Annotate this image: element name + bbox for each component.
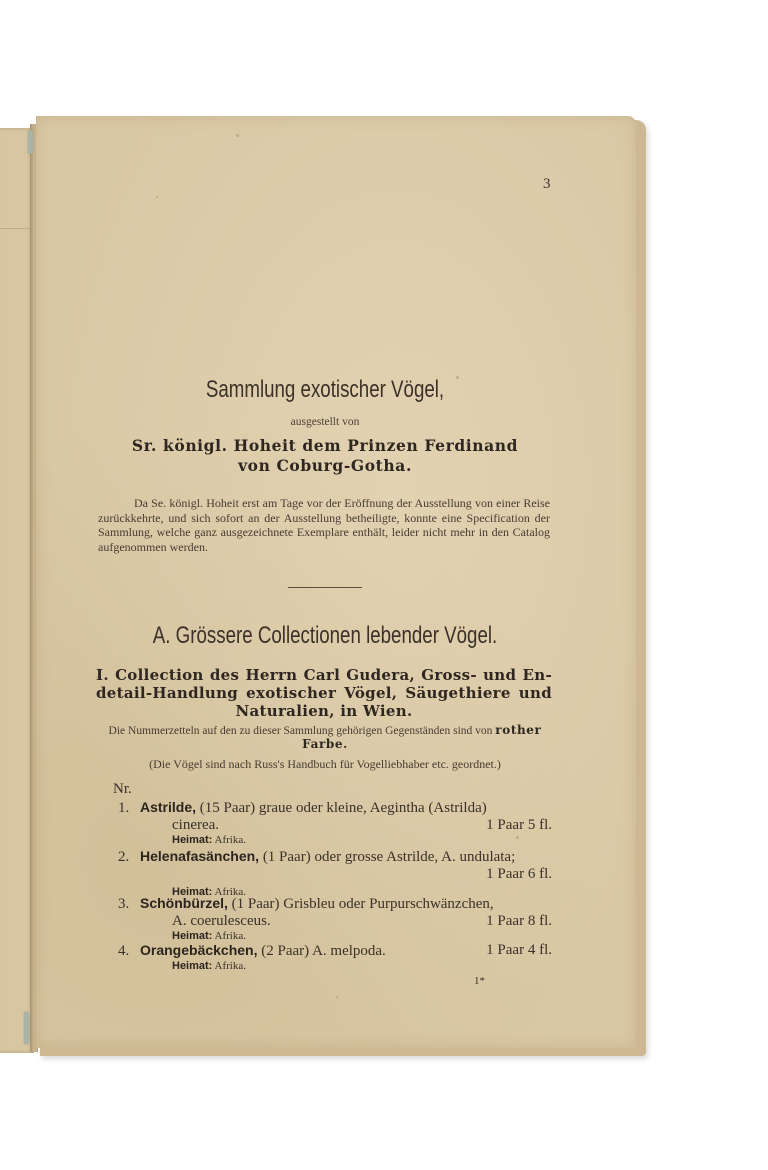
entry-description: (1 Paar) oder grosse Astrilde, A. undulata; xyxy=(262,849,516,865)
entry-number: 2. xyxy=(118,849,130,865)
heimat-label: Heimat: xyxy=(172,930,213,942)
entry-name: Schönbürzel, xyxy=(140,895,228,911)
section-divider xyxy=(288,587,362,588)
staple xyxy=(24,1012,29,1044)
entry-number: 4. xyxy=(118,943,130,959)
intro-paragraph xyxy=(98,496,550,554)
list-item xyxy=(118,848,552,899)
entry-price: 1 Paar 4 fl. xyxy=(486,942,552,958)
label-color-note xyxy=(90,724,560,752)
heimat-label: Heimat: xyxy=(172,960,213,972)
list-item xyxy=(118,942,552,973)
left-page-edge xyxy=(0,128,34,1053)
entry-price: 1 Paar 6 fl. xyxy=(486,866,552,882)
entry-price: 1 Paar 5 fl. xyxy=(486,817,552,833)
label-note-text: Die Nummerzetteln auf den zu dieser Sammlung gehörigen Gegenständen sind von xyxy=(108,725,493,737)
entry-description-cont: cinerea. xyxy=(172,817,220,833)
list-item xyxy=(118,799,552,847)
staple xyxy=(28,130,33,154)
entry-description: (15 Paar) graue oder kleine, Aegintha (Astrilda) xyxy=(199,800,487,816)
heimat-value: Afrika. xyxy=(214,834,246,846)
page-number: 3 xyxy=(543,176,551,192)
entry-description: (2 Paar) A. melpoda. xyxy=(261,943,386,959)
entry-number: 3. xyxy=(118,896,130,912)
collection-title: Sammlung exotischer Vögel, xyxy=(205,376,445,403)
ordering-note: (Die Vögel sind nach Russ's Handbuch für Vogelliebhaber etc. geordnet.) xyxy=(149,757,501,771)
entry-description: (1 Paar) Grisbleu oder Purpurschwänzchen, xyxy=(231,896,494,912)
heimat-label: Heimat: xyxy=(172,834,213,846)
heimat-label: Heimat: xyxy=(172,886,213,898)
exhibitor-line-2: von Coburg-Gotha. xyxy=(238,456,412,475)
label-note-emphasis: rother Farbe. xyxy=(302,723,542,751)
section-heading: A. Grössere Collectionen lebender Vögel. xyxy=(152,622,498,649)
heimat-value: Afrika. xyxy=(214,886,246,898)
entry-description-cont: A. coerulesceus. xyxy=(172,913,271,929)
list-item xyxy=(118,895,552,943)
exhibitor-line-1: Sr. königl. Hoheit dem Prinzen Ferdinand xyxy=(131,436,519,455)
intro-text: Da Se. königl. Hoheit erst am Tage vor der Eröffnung der Ausstellung von einer Reise zurückkehrte, und sich sofort an der Ausstellung betheiligte, konnte eine Specification der Sammlung, welche ganz ausgezeichnete Exemplare enthält, leider nicht mehr in den Catalog aufgenommen werden. xyxy=(98,496,550,554)
signature-mark: 1* xyxy=(474,975,485,987)
exhibitor-name xyxy=(90,436,560,476)
heimat-value: Afrika. xyxy=(214,960,246,972)
heimat-value: Afrika. xyxy=(214,930,246,942)
entry-price: 1 Paar 8 fl. xyxy=(486,913,552,929)
exhibited-by-label: ausgestellt von xyxy=(290,416,360,428)
entry-name: Helenafasänchen, xyxy=(140,848,260,864)
list-header: Nr. xyxy=(113,781,132,797)
entry-name: Astrilde, xyxy=(140,799,197,815)
collection-heading: I. Collection des Herrn Carl Gudera, Gross- und En-detail-Handlung exotischer Vögel, Säugethiere und Naturalien, in Wien. xyxy=(96,666,552,720)
entry-name: Orangebäckchen, xyxy=(140,942,258,958)
entry-number: 1. xyxy=(118,800,130,816)
